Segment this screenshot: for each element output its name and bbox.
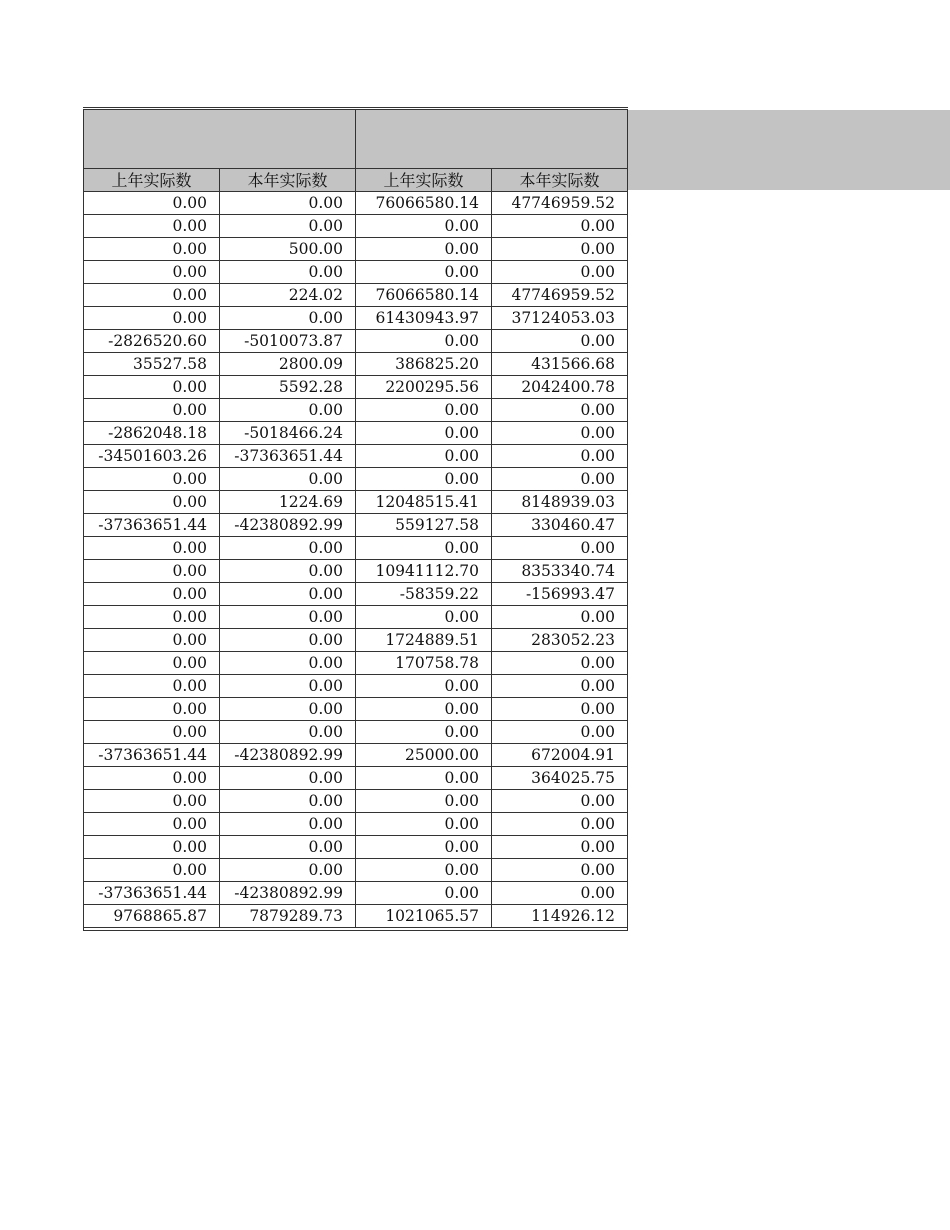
table-cell[interactable]: 0.00	[84, 399, 220, 422]
table-row	[84, 192, 628, 215]
table-cell[interactable]: 0.00	[492, 790, 628, 813]
table-row	[84, 445, 628, 468]
table-cell[interactable]: 76066580.14	[356, 284, 492, 307]
table-cell[interactable]: 0.00	[84, 675, 220, 698]
table-cell[interactable]: 0.00	[492, 445, 628, 468]
table-cell[interactable]: 0.00	[220, 629, 356, 652]
table-cell[interactable]: 2042400.78	[492, 376, 628, 399]
table-cell[interactable]: 0.00	[356, 813, 492, 836]
table-cell[interactable]: 0.00	[220, 767, 356, 790]
table-row	[84, 353, 628, 376]
table-cell[interactable]: 0.00	[84, 606, 220, 629]
table-cell[interactable]: 0.00	[220, 698, 356, 721]
table-cell[interactable]: 7879289.73	[220, 905, 356, 928]
table-cell[interactable]: 0.00	[356, 330, 492, 353]
column-group-header	[83, 110, 628, 168]
table-cell[interactable]: 0.00	[492, 422, 628, 445]
table-row	[84, 284, 628, 307]
table-row	[84, 767, 628, 790]
table-cell[interactable]: 0.00	[84, 721, 220, 744]
table-cell[interactable]: 0.00	[220, 537, 356, 560]
table-row	[84, 215, 628, 238]
table-cell[interactable]: -37363651.44	[84, 514, 220, 537]
column-header: 上年实际数	[84, 169, 220, 192]
table-cell[interactable]: -42380892.99	[220, 514, 356, 537]
table-cell[interactable]: 0.00	[492, 238, 628, 261]
table-row	[84, 261, 628, 284]
table-cell[interactable]: 0.00	[492, 675, 628, 698]
table-cell[interactable]: 0.00	[220, 790, 356, 813]
column-group-left	[84, 110, 356, 168]
table-cell[interactable]: 2200295.56	[356, 376, 492, 399]
table-cell[interactable]: -2826520.60	[84, 330, 220, 353]
table-cell[interactable]: 0.00	[356, 238, 492, 261]
table-cell[interactable]: 76066580.14	[356, 192, 492, 215]
table-cell[interactable]: 0.00	[356, 468, 492, 491]
table-cell[interactable]: 0.00	[220, 307, 356, 330]
table-cell[interactable]: 0.00	[356, 859, 492, 882]
table-cell[interactable]: 0.00	[356, 790, 492, 813]
table-cell[interactable]: 0.00	[356, 537, 492, 560]
table-row	[84, 491, 628, 514]
table-cell[interactable]: 0.00	[220, 215, 356, 238]
table-cell[interactable]: 0.00	[220, 606, 356, 629]
table-cell[interactable]: 8353340.74	[492, 560, 628, 583]
table-cell[interactable]: 0.00	[356, 445, 492, 468]
table-cell[interactable]: 0.00	[492, 813, 628, 836]
table-cell[interactable]: 364025.75	[492, 767, 628, 790]
table-cell[interactable]: 0.00	[356, 261, 492, 284]
table-cell[interactable]: 35527.58	[84, 353, 220, 376]
table-cell[interactable]: 0.00	[492, 698, 628, 721]
table-cell[interactable]: 0.00	[356, 399, 492, 422]
table-row	[84, 882, 628, 905]
table-cell[interactable]: 0.00	[492, 261, 628, 284]
table-row	[84, 744, 628, 767]
table-cell[interactable]: 47746959.52	[492, 192, 628, 215]
table-cell[interactable]: 386825.20	[356, 353, 492, 376]
table-row	[84, 606, 628, 629]
table-cell[interactable]: 10941112.70	[356, 560, 492, 583]
table-cell[interactable]: -42380892.99	[220, 882, 356, 905]
table-cell[interactable]: 0.00	[492, 215, 628, 238]
table-row	[84, 905, 628, 928]
table-cell[interactable]: -37363651.44	[220, 445, 356, 468]
table-cell[interactable]: 0.00	[84, 376, 220, 399]
table-cell[interactable]: -37363651.44	[84, 744, 220, 767]
table-cell[interactable]: 8148939.03	[492, 491, 628, 514]
table-cell[interactable]: 431566.68	[492, 353, 628, 376]
table-cell[interactable]: 0.00	[220, 399, 356, 422]
header-row	[84, 169, 628, 192]
table-cell[interactable]: 0.00	[220, 468, 356, 491]
table-cell[interactable]: 0.00	[492, 721, 628, 744]
table-cell[interactable]: 0.00	[84, 583, 220, 606]
table-cell[interactable]: -2862048.18	[84, 422, 220, 445]
table-cell[interactable]: 0.00	[84, 859, 220, 882]
table-cell[interactable]: 1021065.57	[356, 905, 492, 928]
table-cell[interactable]: 0.00	[84, 537, 220, 560]
table-cell[interactable]: 0.00	[84, 698, 220, 721]
table-cell[interactable]: 61430943.97	[356, 307, 492, 330]
table-body	[84, 192, 628, 928]
table-cell[interactable]: 0.00	[492, 399, 628, 422]
table-cell[interactable]: 2800.09	[220, 353, 356, 376]
table-cell[interactable]: -5010073.87	[220, 330, 356, 353]
table-cell[interactable]: 0.00	[220, 836, 356, 859]
table-row	[84, 468, 628, 491]
data-table	[83, 168, 628, 928]
table-cell[interactable]: 0.00	[84, 836, 220, 859]
table-cell[interactable]: 0.00	[84, 192, 220, 215]
table-cell[interactable]: -58359.22	[356, 583, 492, 606]
table-cell[interactable]: 12048515.41	[356, 491, 492, 514]
table-row	[84, 790, 628, 813]
table-cell[interactable]: 0.00	[220, 859, 356, 882]
table-row	[84, 376, 628, 399]
table-cell[interactable]: 0.00	[220, 721, 356, 744]
table-cell[interactable]: -156993.47	[492, 583, 628, 606]
table-row	[84, 399, 628, 422]
table-cell[interactable]: 0.00	[356, 698, 492, 721]
table-cell[interactable]: 1224.69	[220, 491, 356, 514]
table-row	[84, 629, 628, 652]
table-row	[84, 537, 628, 560]
table-cell[interactable]: 5592.28	[220, 376, 356, 399]
table-row	[84, 698, 628, 721]
column-header: 本年实际数	[220, 169, 356, 192]
table-cell[interactable]: 0.00	[356, 721, 492, 744]
table-cell[interactable]: 0.00	[356, 675, 492, 698]
column-group-right	[356, 110, 628, 168]
table-row	[84, 675, 628, 698]
table-cell[interactable]: 0.00	[84, 238, 220, 261]
table-cell[interactable]: 25000.00	[356, 744, 492, 767]
table-cell[interactable]: 0.00	[84, 261, 220, 284]
table-row	[84, 652, 628, 675]
table-cell[interactable]: -5018466.24	[220, 422, 356, 445]
bottom-double-rule	[83, 928, 628, 931]
table-cell[interactable]: 0.00	[84, 215, 220, 238]
table-cell[interactable]: -37363651.44	[84, 882, 220, 905]
table-cell[interactable]: 0.00	[492, 836, 628, 859]
table-cell[interactable]: 0.00	[492, 882, 628, 905]
table-cell[interactable]: 0.00	[220, 583, 356, 606]
table-row	[84, 721, 628, 744]
table-cell[interactable]: 0.00	[356, 836, 492, 859]
table-row	[84, 560, 628, 583]
table-cell[interactable]: 0.00	[356, 422, 492, 445]
table-cell[interactable]: 0.00	[356, 882, 492, 905]
table-cell[interactable]: 500.00	[220, 238, 356, 261]
table-cell[interactable]: 0.00	[84, 629, 220, 652]
table-cell[interactable]: 0.00	[84, 790, 220, 813]
table-cell[interactable]: 170758.78	[356, 652, 492, 675]
table-cell[interactable]: -42380892.99	[220, 744, 356, 767]
table-cell[interactable]: 0.00	[356, 215, 492, 238]
table-cell[interactable]: 0.00	[220, 675, 356, 698]
spreadsheet	[83, 107, 628, 931]
table-cell[interactable]: 0.00	[84, 468, 220, 491]
table-cell[interactable]: 0.00	[220, 192, 356, 215]
table-cell[interactable]: 672004.91	[492, 744, 628, 767]
table-cell[interactable]: 0.00	[492, 652, 628, 675]
table-cell[interactable]: -34501603.26	[84, 445, 220, 468]
table-row	[84, 583, 628, 606]
table-row	[84, 422, 628, 445]
table-row	[84, 330, 628, 353]
table-cell[interactable]: 0.00	[84, 813, 220, 836]
table-cell[interactable]: 0.00	[84, 284, 220, 307]
table-cell[interactable]: 0.00	[492, 859, 628, 882]
table-cell[interactable]: 47746959.52	[492, 284, 628, 307]
table-cell[interactable]: 0.00	[84, 767, 220, 790]
table-cell[interactable]: 0.00	[220, 261, 356, 284]
column-header: 上年实际数	[356, 169, 492, 192]
table-cell[interactable]: 0.00	[492, 606, 628, 629]
table-cell[interactable]: 37124053.03	[492, 307, 628, 330]
table-cell[interactable]: 0.00	[220, 813, 356, 836]
table-cell[interactable]: 0.00	[84, 652, 220, 675]
table-cell[interactable]: 0.00	[492, 468, 628, 491]
table-row	[84, 836, 628, 859]
table-cell[interactable]: 0.00	[220, 652, 356, 675]
table-cell[interactable]: 0.00	[492, 330, 628, 353]
table-cell[interactable]: 0.00	[220, 560, 356, 583]
table-cell[interactable]: 114926.12	[492, 905, 628, 928]
table-cell[interactable]: 224.02	[220, 284, 356, 307]
column-header: 本年实际数	[492, 169, 628, 192]
table-row	[84, 514, 628, 537]
table-cell[interactable]: 9768865.87	[84, 905, 220, 928]
table-row	[84, 859, 628, 882]
table-cell[interactable]: 0.00	[84, 491, 220, 514]
table-cell[interactable]: 1724889.51	[356, 629, 492, 652]
table-row	[84, 238, 628, 261]
header-gray-band	[628, 110, 950, 190]
table-cell[interactable]: 0.00	[356, 767, 492, 790]
table-cell[interactable]: 0.00	[84, 307, 220, 330]
table-cell[interactable]: 283052.23	[492, 629, 628, 652]
table-cell[interactable]: 0.00	[356, 606, 492, 629]
table-cell[interactable]: 559127.58	[356, 514, 492, 537]
table-cell[interactable]: 0.00	[492, 537, 628, 560]
table-cell[interactable]: 330460.47	[492, 514, 628, 537]
table-cell[interactable]: 0.00	[84, 560, 220, 583]
table-row	[84, 813, 628, 836]
table-row	[84, 307, 628, 330]
